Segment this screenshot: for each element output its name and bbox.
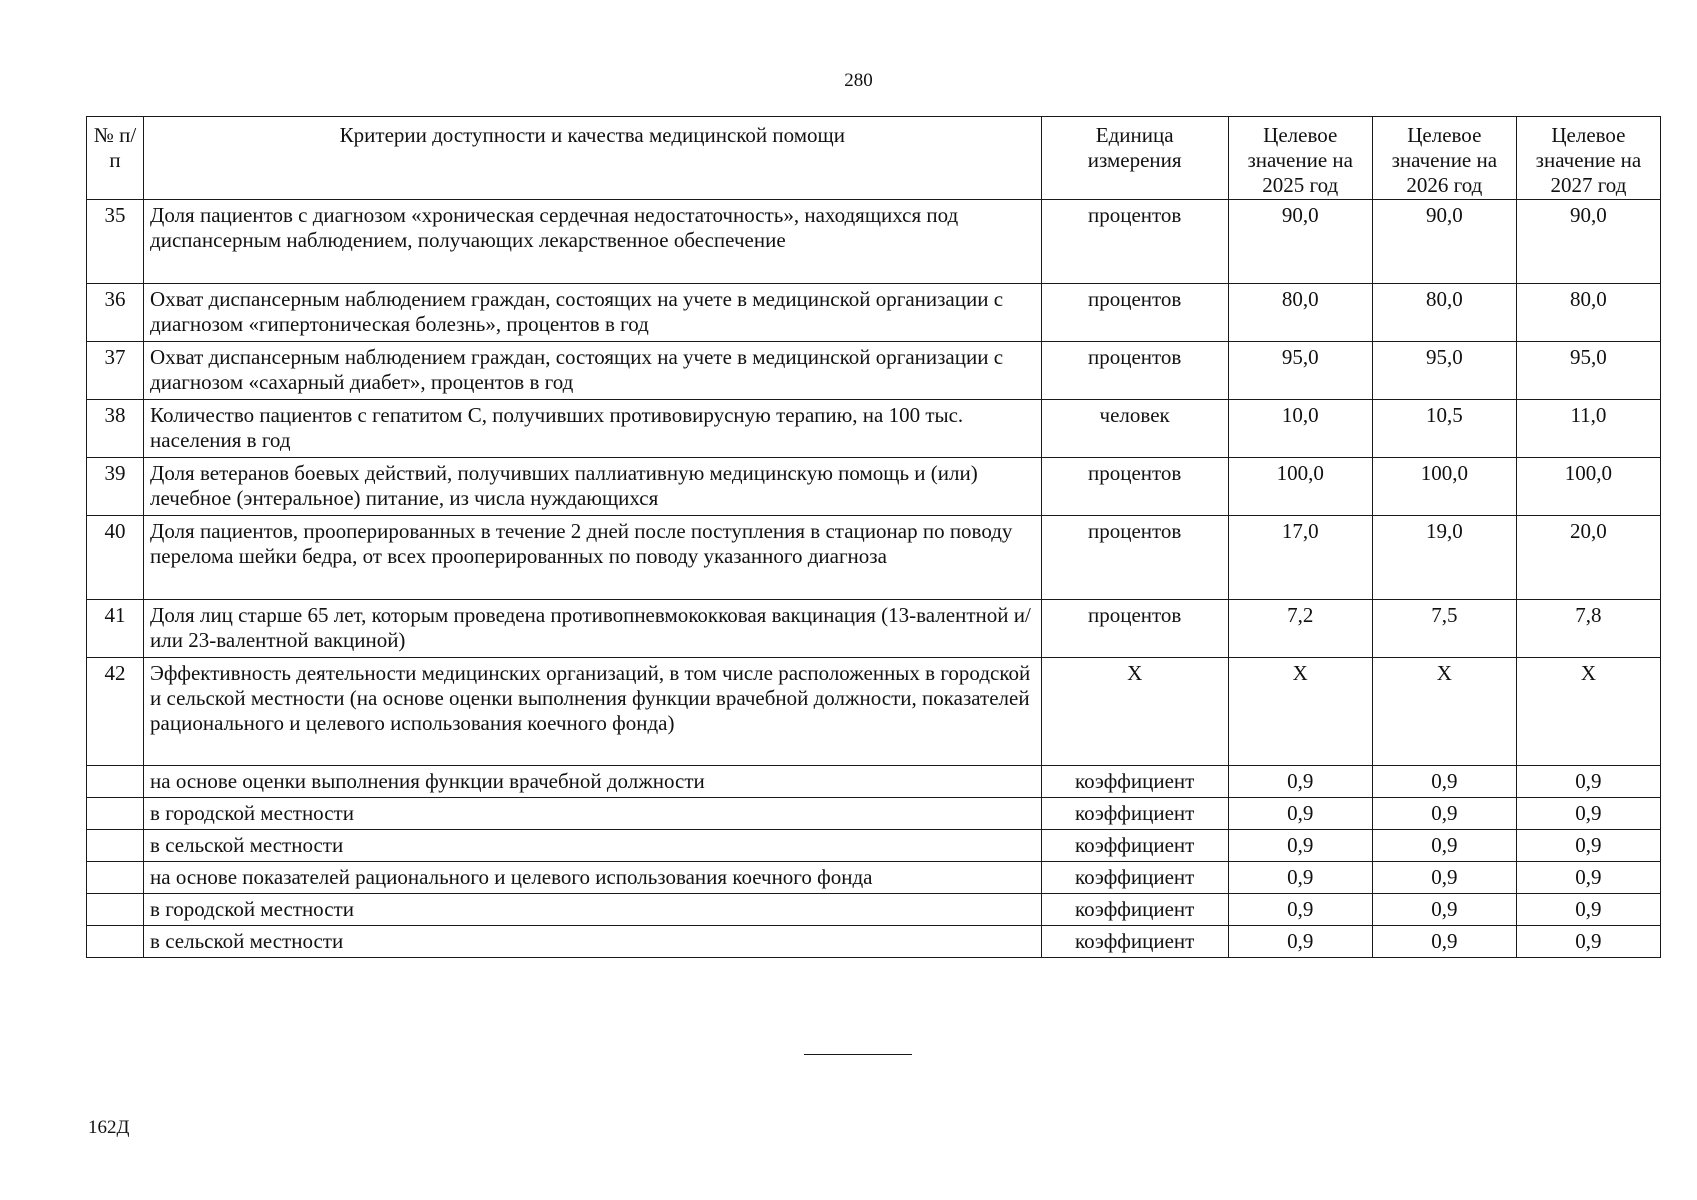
row-number [87, 862, 144, 894]
row-criteria: Эффективность деятельности медицинских организаций, в том числе расположенных в городской и сельской местности (на основе оценки выполнения функции врачебной должности, показателей рационального и целевого использования коечного фонда) [144, 658, 1042, 766]
criteria-table [86, 116, 1661, 958]
row-value-2025: 0,9 [1228, 830, 1372, 862]
row-number [87, 926, 144, 958]
row-criteria: Количество пациентов с гепатитом С, получивших противовирусную терапию, на 100 тыс. населения в год [144, 400, 1042, 458]
row-value-2027: 100,0 [1516, 458, 1660, 516]
row-value-2025: 0,9 [1228, 894, 1372, 926]
row-criteria: Доля пациентов, прооперированных в течение 2 дней после поступления в стационар по поводу перелома шейки бедра, от всех прооперированных по поводу указанного диагноза [144, 516, 1042, 600]
table-row [87, 894, 1661, 926]
row-value-2025: 0,9 [1228, 798, 1372, 830]
row-value-2026: 0,9 [1372, 766, 1516, 798]
row-unit: человек [1041, 400, 1228, 458]
row-criteria: на основе показателей рационального и целевого использования коечного фонда [144, 862, 1042, 894]
row-value-2026: 0,9 [1372, 798, 1516, 830]
row-unit: процентов [1041, 458, 1228, 516]
row-value-2025: 7,2 [1228, 600, 1372, 658]
table-row [87, 342, 1661, 400]
row-value-2025: 95,0 [1228, 342, 1372, 400]
row-criteria: на основе оценки выполнения функции врачебной должности [144, 766, 1042, 798]
row-value-2027: 7,8 [1516, 600, 1660, 658]
row-criteria: в городской местности [144, 798, 1042, 830]
row-value-2025: 17,0 [1228, 516, 1372, 600]
document-code: 162Д [88, 1117, 130, 1138]
header-num: № п/п [87, 117, 144, 200]
row-criteria: Доля пациентов с диагнозом «хроническая сердечная недостаточность», находящихся под диспансерным наблюдением, получающих лекарственное обеспечение [144, 200, 1042, 284]
header-unit: Единица измерения [1041, 117, 1228, 200]
row-value-2027: 0,9 [1516, 862, 1660, 894]
table-row [87, 200, 1661, 284]
row-unit: коэффициент [1041, 830, 1228, 862]
row-value-2027: 0,9 [1516, 766, 1660, 798]
row-value-2025: 10,0 [1228, 400, 1372, 458]
row-value-2027: 11,0 [1516, 400, 1660, 458]
row-unit: коэффициент [1041, 862, 1228, 894]
row-value-2027: 95,0 [1516, 342, 1660, 400]
row-number [87, 830, 144, 862]
row-criteria: в сельской местности [144, 830, 1042, 862]
row-unit: процентов [1041, 200, 1228, 284]
table-row [87, 862, 1661, 894]
row-criteria: Доля ветеранов боевых действий, получивших паллиативную медицинскую помощь и (или) лечебное (энтеральное) питание, из числа нуждающихся [144, 458, 1042, 516]
row-value-2027: 20,0 [1516, 516, 1660, 600]
row-value-2026: 19,0 [1372, 516, 1516, 600]
row-value-2027: 0,9 [1516, 798, 1660, 830]
row-value-2025: 80,0 [1228, 284, 1372, 342]
row-criteria: Охват диспансерным наблюдением граждан, состоящих на учете в медицинской организации с диагнозом «сахарный диабет», процентов в год [144, 342, 1042, 400]
row-criteria: в сельской местности [144, 926, 1042, 958]
row-value-2026: 0,9 [1372, 830, 1516, 862]
table-row [87, 658, 1661, 766]
row-number [87, 798, 144, 830]
row-value-2026: 95,0 [1372, 342, 1516, 400]
row-number: 36 [87, 284, 144, 342]
row-criteria: Охват диспансерным наблюдением граждан, состоящих на учете в медицинской организации с диагнозом «гипертоническая болезнь», процентов в год [144, 284, 1042, 342]
row-value-2025: 90,0 [1228, 200, 1372, 284]
row-value-2027: 0,9 [1516, 894, 1660, 926]
row-number: 40 [87, 516, 144, 600]
header-criteria: Критерии доступности и качества медицинской помощи [144, 117, 1042, 200]
row-value-2025: 100,0 [1228, 458, 1372, 516]
row-number: 38 [87, 400, 144, 458]
row-value-2027: Х [1516, 658, 1660, 766]
header-target-2025: Целевое значение на 2025 год [1228, 117, 1372, 200]
row-number: 41 [87, 600, 144, 658]
row-value-2027: 0,9 [1516, 830, 1660, 862]
row-value-2025: 0,9 [1228, 926, 1372, 958]
row-value-2025: 0,9 [1228, 766, 1372, 798]
table-row [87, 830, 1661, 862]
table-row [87, 926, 1661, 958]
table-row [87, 284, 1661, 342]
row-number: 37 [87, 342, 144, 400]
row-criteria: Доля лиц старше 65 лет, которым проведена противопневмококковая вакцинация (13-валентной и/или 23-валентной вакциной) [144, 600, 1042, 658]
row-value-2026: Х [1372, 658, 1516, 766]
row-value-2026: 100,0 [1372, 458, 1516, 516]
table-row [87, 516, 1661, 600]
row-value-2027: 90,0 [1516, 200, 1660, 284]
row-value-2026: 80,0 [1372, 284, 1516, 342]
row-value-2026: 0,9 [1372, 926, 1516, 958]
row-number: 39 [87, 458, 144, 516]
header-target-2026: Целевое значение на 2026 год [1372, 117, 1516, 200]
row-value-2026: 7,5 [1372, 600, 1516, 658]
table-row [87, 766, 1661, 798]
page-number: 280 [844, 70, 873, 91]
table-header-row [87, 117, 1661, 200]
row-number [87, 766, 144, 798]
row-value-2027: 0,9 [1516, 926, 1660, 958]
row-unit: коэффициент [1041, 798, 1228, 830]
row-number: 42 [87, 658, 144, 766]
row-value-2026: 0,9 [1372, 894, 1516, 926]
row-value-2026: 0,9 [1372, 862, 1516, 894]
row-unit: процентов [1041, 516, 1228, 600]
row-unit: Х [1041, 658, 1228, 766]
table-row [87, 400, 1661, 458]
row-value-2027: 80,0 [1516, 284, 1660, 342]
row-unit: коэффициент [1041, 894, 1228, 926]
row-unit: коэффициент [1041, 926, 1228, 958]
table-row [87, 798, 1661, 830]
row-value-2026: 10,5 [1372, 400, 1516, 458]
row-unit: коэффициент [1041, 766, 1228, 798]
row-unit: процентов [1041, 284, 1228, 342]
row-number [87, 894, 144, 926]
row-value-2025: 0,9 [1228, 862, 1372, 894]
row-number: 35 [87, 200, 144, 284]
row-unit: процентов [1041, 600, 1228, 658]
row-value-2025: Х [1228, 658, 1372, 766]
row-value-2026: 90,0 [1372, 200, 1516, 284]
table-row [87, 600, 1661, 658]
header-target-2027: Целевое значение на 2027 год [1516, 117, 1660, 200]
row-criteria: в городской местности [144, 894, 1042, 926]
end-rule-divider [804, 1054, 912, 1055]
table-row [87, 458, 1661, 516]
row-unit: процентов [1041, 342, 1228, 400]
